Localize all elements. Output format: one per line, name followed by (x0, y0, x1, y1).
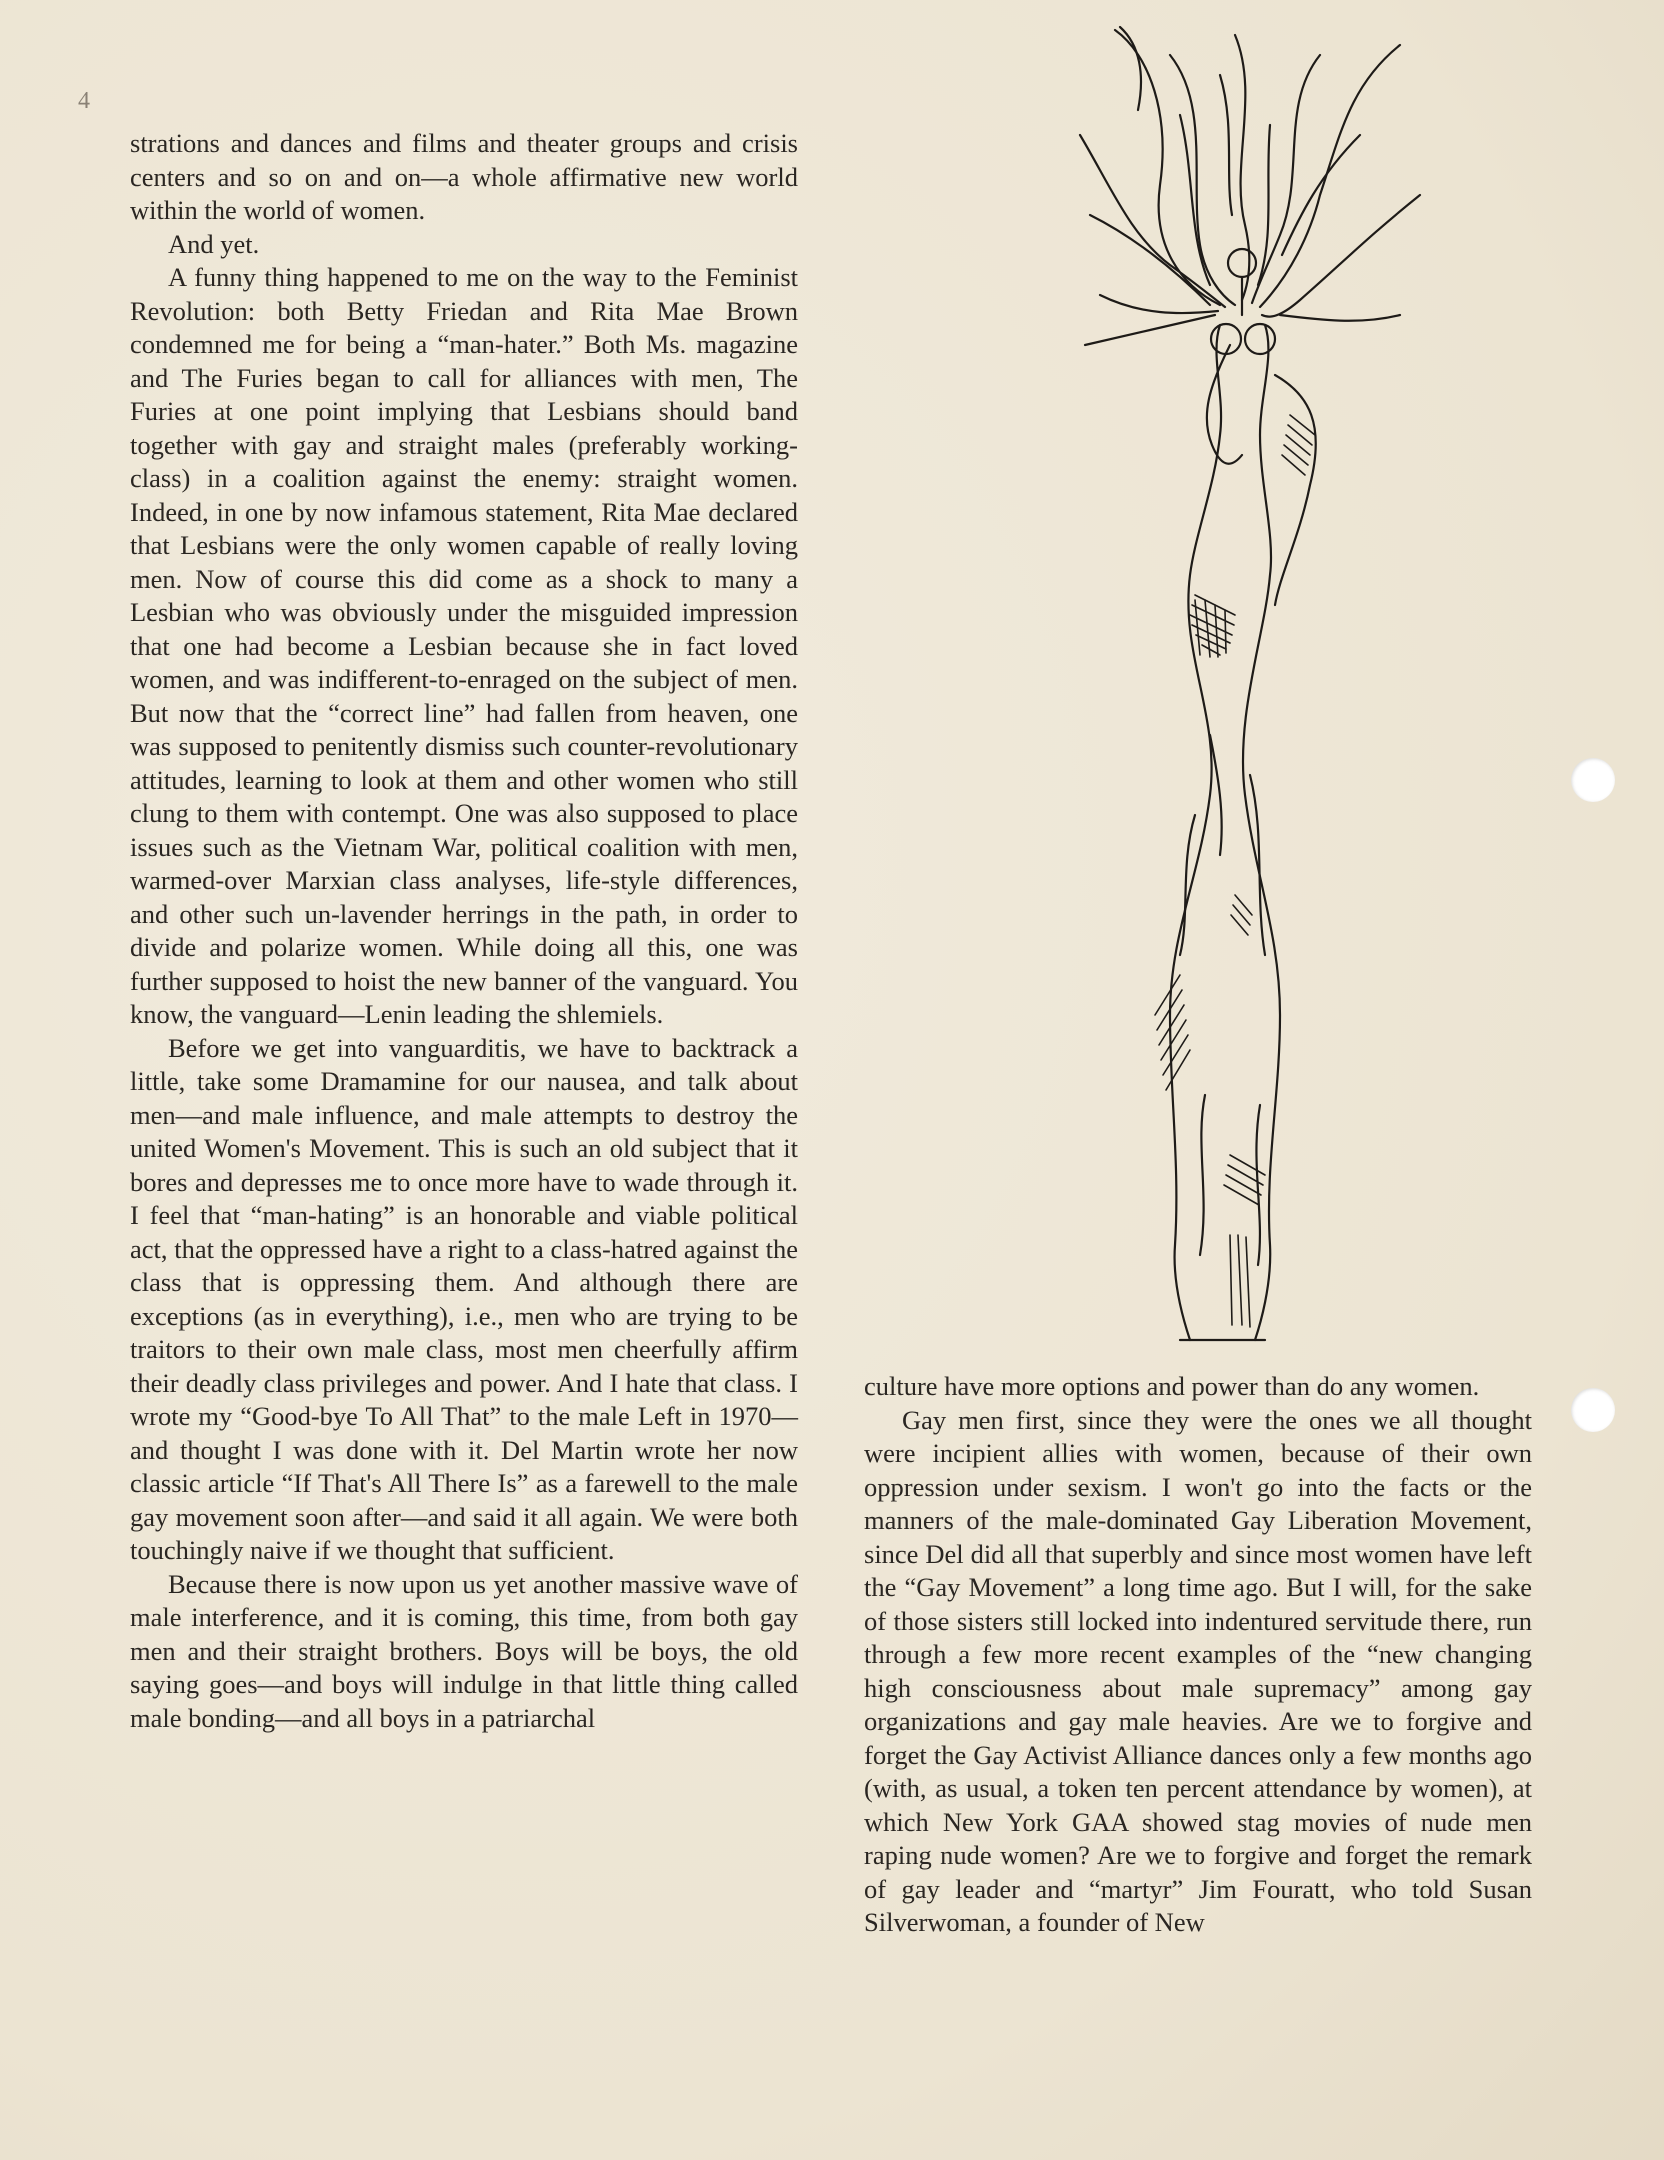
binder-punch-hole (1571, 1388, 1615, 1432)
paragraph: culture have more options and power than do any women. (864, 1371, 1480, 1401)
paragraph: And yet. (168, 228, 260, 259)
paragraph: Because there is now upon us yet another massive wave of male interference, and it is coming, this time, from both gay men and their straight brothers. Boys will be boys, the old saying goes—and boys will indulge in that little thing called male bonding—and all boys in a patriarchal (130, 1568, 798, 1733)
paragraph: A funny thing happened to me on the way to the Feminist Revolution: both Betty Friedan and Rita Mae Brown condemned me for being a “man-hater.” Both Ms. magazine and The Furies began to call for alliances with men, The Furies at one point implying that Lesbians should band together with gay and straight males (preferably working-class) in a coalition against the enemy: straight women. Indeed, in one by now infamous statement, Rita Mae declared that Lesbians were the only women capable of really loving men. Now of course this did come as a shock to many a Lesbian who was obviously under the misguided impression that one had become a Lesbian because she in fact loved women, and was indifferent-to-enraged on the subject of men. But now that the “correct line” had fallen from heaven, one was supposed to penitently dismiss such counter-revolutionary attitudes, learning to look at them and other women who still clung to them with contempt. One was also supposed to place issues such as the Vietnam War, political coalition with men, warmed-over Marxian class analyses, life-style differences, and other such un-lavender herrings in the path, in order to divide and polarize women. While doing all this, one was further supposed to hoist the new banner of the vanguard. You know, the vanguard—Lenin leading the shlemiels. (130, 262, 798, 1029)
right-text-column (864, 1370, 1532, 1940)
binder-punch-hole (1571, 758, 1615, 802)
paragraph: strations and dances and films and theater groups and crisis centers and so on and on—a whole affirmative new world within the world of women. (130, 128, 798, 225)
page-number: 4 (78, 88, 90, 114)
paragraph: Gay men first, since they were the ones we all thought were incipient allies with women, because of their own oppression under sexism. I won't go into the facts or the manners of the male-dominated Gay Liberation Movement, since Del did all that superbly and since most women have left the “Gay Movement” a long time ago. But I will, for the sake of those sisters still locked into indentured servitude there, run through a few more recent examples of the “new changing high consciousness about male supremacy” among gay organizations and gay male heavies. Are we to forgive and forget the Gay Activist Alliance dances only a few months ago (with, as usual, a token ten percent attendance by women), at which New York GAA showed stag movies of nude men raping nude women? Are we to forgive and forget the remark of gay leader and “martyr” Jim Fouratt, who told Susan Silverwoman, a founder of New (864, 1404, 1532, 1937)
paragraph: Before we get into vanguarditis, we have to backtrack a little, take some Dramamine for our nausea, and talk about men—and male influence, and male attempts to destroy the united Women's Movement. This is such an old subject that it bores and depresses me to once more have to wade through it. I feel that “man-hating” is an honorable and viable political act, that the oppressed have a right to a class-hatred against the class that is oppressing them. And although there are exceptions (as in everything), i.e., men who are trying to be traitors to their own male class, most men cheerfully affirm their deadly class privileges and power. And I hate that class. I wrote my “Good-bye To All That” to the male Left in 1970—and thought I was done with it. Del Martin wrote her now classic article “If That's All There Is” as a farewell to the male gay movement soon after—and said it all again. We were both touchingly naive if we thought that sufficient. (130, 1032, 798, 1565)
left-text-column (130, 127, 798, 1735)
female-figure-illustration-icon (1020, 15, 1460, 1365)
